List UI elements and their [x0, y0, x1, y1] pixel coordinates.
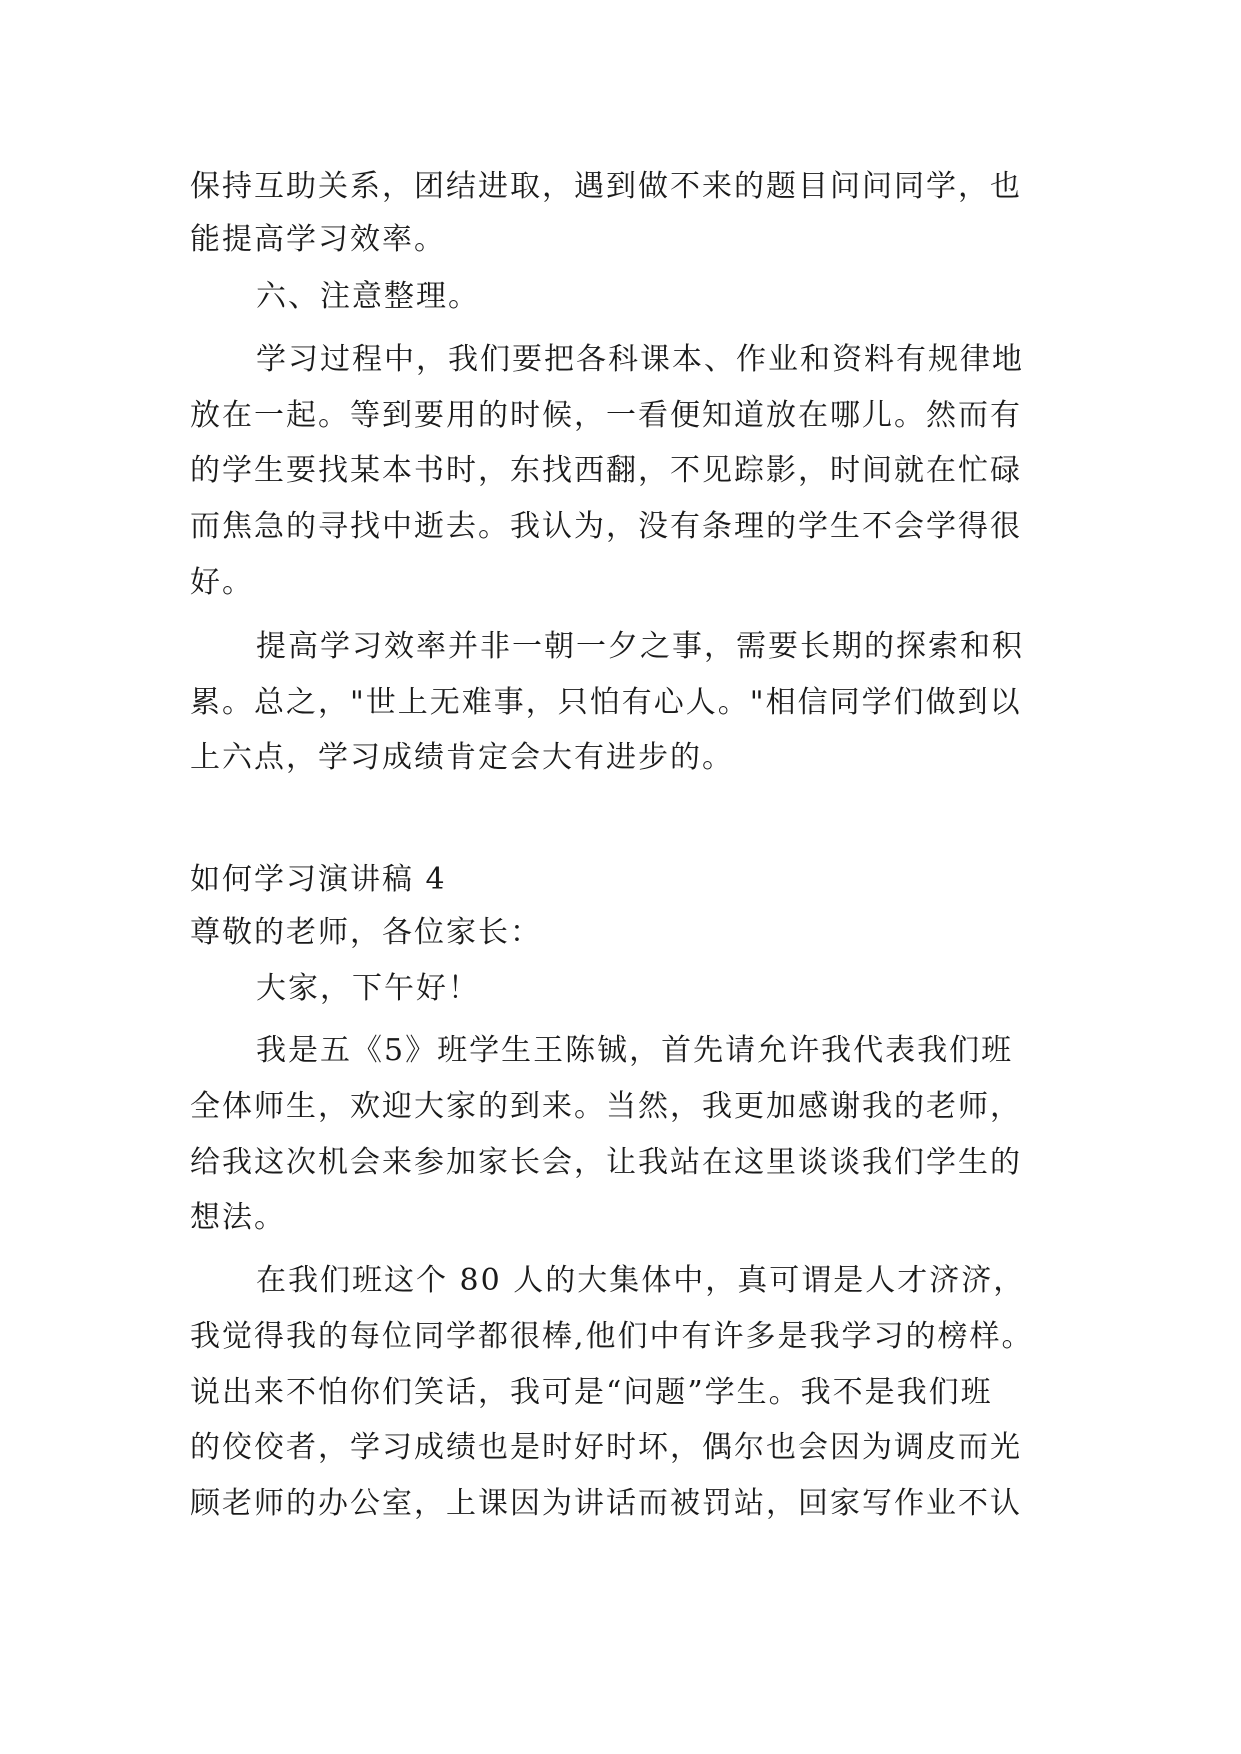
text-line: 的学生要找某本书时，东找西翻，不见踪影，时间就在忙碌: [190, 453, 1022, 488]
text-line: 而焦急的寻找中逝去。我认为，没有条理的学生不会学得很: [190, 509, 1022, 544]
text-line: 保持互助关系，团结进取，遇到做不来的题目问问同学，也: [190, 169, 1022, 204]
text-line: 说出来不怕你们笑话，我可是“问题”学生。我不是我们班: [190, 1375, 993, 1410]
text-line: 累。总之，"世上无难事，只怕有心人。"相信同学们做到以: [190, 685, 1022, 720]
text-line: 顾老师的办公室，上课因为讲话而被罚站，回家写作业不认: [190, 1486, 1022, 1521]
text-line: 我是五《5》班学生王陈铖，首先请允许我代表我们班: [256, 1033, 1014, 1068]
text-line: 的佼佼者，学习成绩也是时好时坏，偶尔也会因为调皮而光: [190, 1430, 1022, 1465]
text-line: 全体师生，欢迎大家的到来。当然，我更加感谢我的老师，: [190, 1089, 1022, 1124]
text-line: 好。: [190, 565, 254, 600]
text-line: 我觉得我的每位同学都很棒,他们中有许多是我学习的榜样。: [190, 1319, 1034, 1354]
text-line: 上六点，学习成绩肯定会大有进步的。: [190, 740, 734, 775]
text-line: 大家，下午好！: [256, 971, 480, 1006]
text-line: 给我这次机会来参加家长会，让我站在这里谈谈我们学生的: [190, 1145, 1022, 1180]
text-line: 放在一起。等到要用的时候，一看便知道放在哪儿。然而有: [190, 398, 1022, 433]
text-line: 提高学习效率并非一朝一夕之事，需要长期的探索和积: [256, 629, 1024, 664]
text-line: 想法。: [190, 1200, 286, 1235]
text-line: 学习过程中，我们要把各科课本、作业和资料有规律地: [256, 342, 1024, 377]
text-line: 能提高学习效率。: [190, 222, 446, 257]
section-heading: 六、注意整理。: [256, 279, 480, 314]
salutation: 尊敬的老师，各位家长：: [190, 915, 542, 950]
text-line: 在我们班这个 80 人的大集体中，真可谓是人才济济，: [256, 1263, 1026, 1298]
article-title: 如何学习演讲稿 4: [190, 862, 447, 897]
